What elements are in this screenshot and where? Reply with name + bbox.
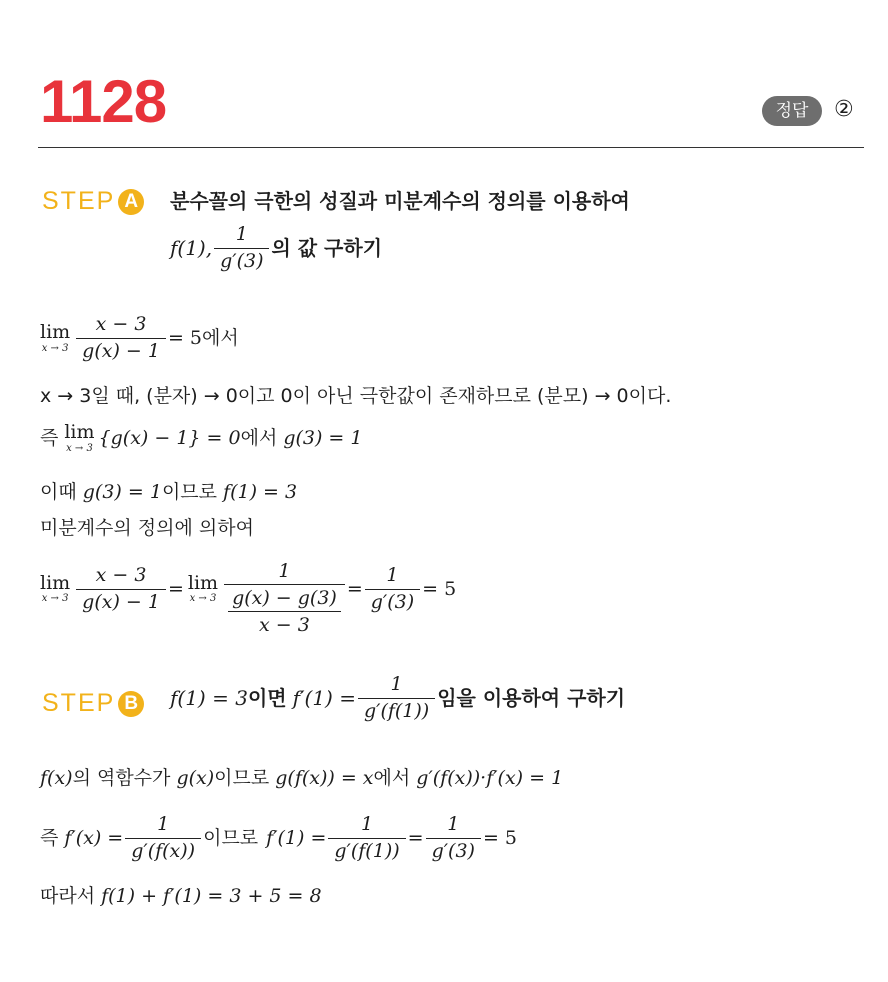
expr-fx: f(x) [40, 767, 73, 789]
expr-composition: g(f(x)) = x [275, 767, 374, 789]
line-prefix: 즉 [40, 827, 59, 850]
equals-five: = 5 [482, 827, 518, 850]
line6-part3 [347, 558, 456, 620]
fraction-denominator: g′(f(1)) [358, 698, 435, 725]
line-prefix: 즉 [40, 427, 59, 450]
step-a-title-line2 [170, 222, 382, 274]
limit-subscript: x → 3 [41, 593, 69, 605]
equals-sign: = [167, 578, 184, 600]
equals-five: = 5 [167, 327, 203, 350]
step-b-math1: f(1) = 3 [170, 686, 248, 711]
limit-word: lim [64, 421, 95, 443]
inner-denominator: x − 3 [228, 611, 341, 638]
line-prefix: 따라서 [40, 885, 96, 907]
step-b-math2: f′(1) = [292, 686, 356, 711]
step-b-text1: 이면 [247, 686, 287, 711]
limit-operator [64, 422, 94, 455]
step-a-line6 [40, 558, 456, 638]
step-b-text2: 임을 이용하여 구하기 [437, 686, 626, 711]
fraction-numerator: 1 [157, 813, 170, 835]
fraction-numerator: 1 [390, 673, 403, 695]
step-b-title [170, 672, 625, 724]
step-b-fraction [358, 672, 435, 724]
answer-value: ② [834, 97, 854, 122]
line-text: 에서 [240, 427, 278, 450]
fraction-numerator: x − 3 [95, 313, 147, 335]
expr-gx: g(x) [176, 767, 215, 789]
fraction-denominator: g′(f(1)) [328, 838, 405, 865]
line-text: 이므로 [161, 481, 217, 503]
answer-badge: 정답 [762, 96, 822, 126]
step-b-word: STEP [42, 689, 116, 717]
limit-subscript: x → 3 [41, 342, 69, 354]
inverse-derivative-fraction [125, 812, 201, 864]
fraction-denominator: g(x) − 1 [76, 338, 166, 365]
limit-fraction [76, 312, 166, 364]
fraction-denominator: g′(f(x)) [125, 838, 201, 865]
step-b-line2: 즉 f′(x) = $\frac{1}{g'(f(x))}$ 이므로 f′(1) = $\frac{1}{g'(f(1))}$ = $\frac{1}{g'(3)}$ = 5 [40, 812, 517, 864]
step-a-word: STEP [42, 187, 116, 215]
line-prefix: 이때 [40, 481, 77, 503]
gprime3-fraction [426, 812, 481, 864]
compound-fraction [224, 558, 345, 638]
step-a-label [42, 186, 144, 216]
final-answer-expression: f(1) + f′(1) = 3 + 5 = 8 [101, 885, 322, 907]
limit-subscript: x → 3 [66, 442, 93, 454]
limit-fraction [76, 563, 166, 615]
limit-word: lim [40, 320, 71, 343]
line-text: 에서 [373, 767, 411, 789]
step-a-title-math: f(1), [170, 236, 213, 261]
derivative-fraction [365, 563, 420, 615]
line6-part1 [40, 558, 222, 620]
equals-sign: = [346, 578, 363, 600]
step-a-letter-badge: A [118, 189, 144, 215]
limit-expression: {g(x) − 1} = 0 [98, 427, 241, 450]
step-a-line5: 미분계수의 정의에 의하여 [40, 517, 254, 539]
fraction-denominator: g′(3) [426, 838, 481, 865]
line-text: 에서 [202, 327, 239, 350]
fraction-denominator: g(x) − 1 [76, 589, 166, 616]
compound-denominator [224, 584, 345, 638]
step-a-title-text: 의 값 구하기 [271, 236, 383, 261]
step-a-title-fraction [214, 222, 269, 274]
fraction-denominator: g′(3) [365, 589, 420, 616]
fraction-numerator: 1 [447, 813, 460, 835]
limit-word: lim [40, 571, 71, 594]
expr-fprime-1: f′(1) = [266, 827, 327, 850]
fraction-numerator: x − 3 [95, 563, 147, 586]
line-text: 이므로 [203, 827, 259, 850]
step-b-line3 [40, 882, 322, 910]
step-a-line4 [40, 478, 297, 506]
fraction-denominator: g′(3) [214, 248, 269, 275]
result-expression: g(3) = 1 [283, 427, 363, 450]
expression-f1: f(1) = 3 [223, 481, 298, 503]
expr-chain-rule: g′(f(x))·f′(x) = 1 [416, 767, 564, 789]
limit-operator [40, 322, 70, 355]
step-b-line1 [40, 764, 563, 792]
limit-operator-2 [188, 573, 218, 606]
fraction-numerator: 1 [360, 813, 374, 835]
header-divider [38, 147, 864, 148]
step-a-title-line1: 분수꼴의 극한의 성질과 미분계수의 정의를 이용하여 [170, 189, 630, 213]
problem-number: 1128 [40, 68, 167, 135]
inner-numerator: g(x) − g(3) [232, 587, 337, 609]
step-a-line2: x → 3일 때, (분자) → 0이고 0이 아닌 극한값이 존재하므로 (분모) → 0이다. [40, 385, 672, 407]
fraction-numerator: 1 [386, 563, 399, 586]
step-a-line3 [40, 422, 362, 455]
limit-operator [40, 573, 70, 606]
line-text: 의 역함수가 [72, 767, 171, 789]
expr-fprime-x: f′(x) = [64, 827, 124, 850]
line-text: 이므로 [214, 767, 270, 789]
expression-g3: g(3) = 1 [82, 481, 162, 503]
step-b-letter-badge: B [118, 691, 144, 717]
limit-subscript: x → 3 [189, 593, 217, 605]
fprime1-fraction [328, 812, 405, 864]
limit-word: lim [187, 571, 219, 594]
step-a-line1 [40, 312, 239, 364]
fraction-numerator: 1 [235, 223, 248, 245]
compound-numerator: 1 [278, 560, 291, 582]
step-b-label [42, 688, 144, 718]
equals-five: = 5 [422, 578, 457, 600]
